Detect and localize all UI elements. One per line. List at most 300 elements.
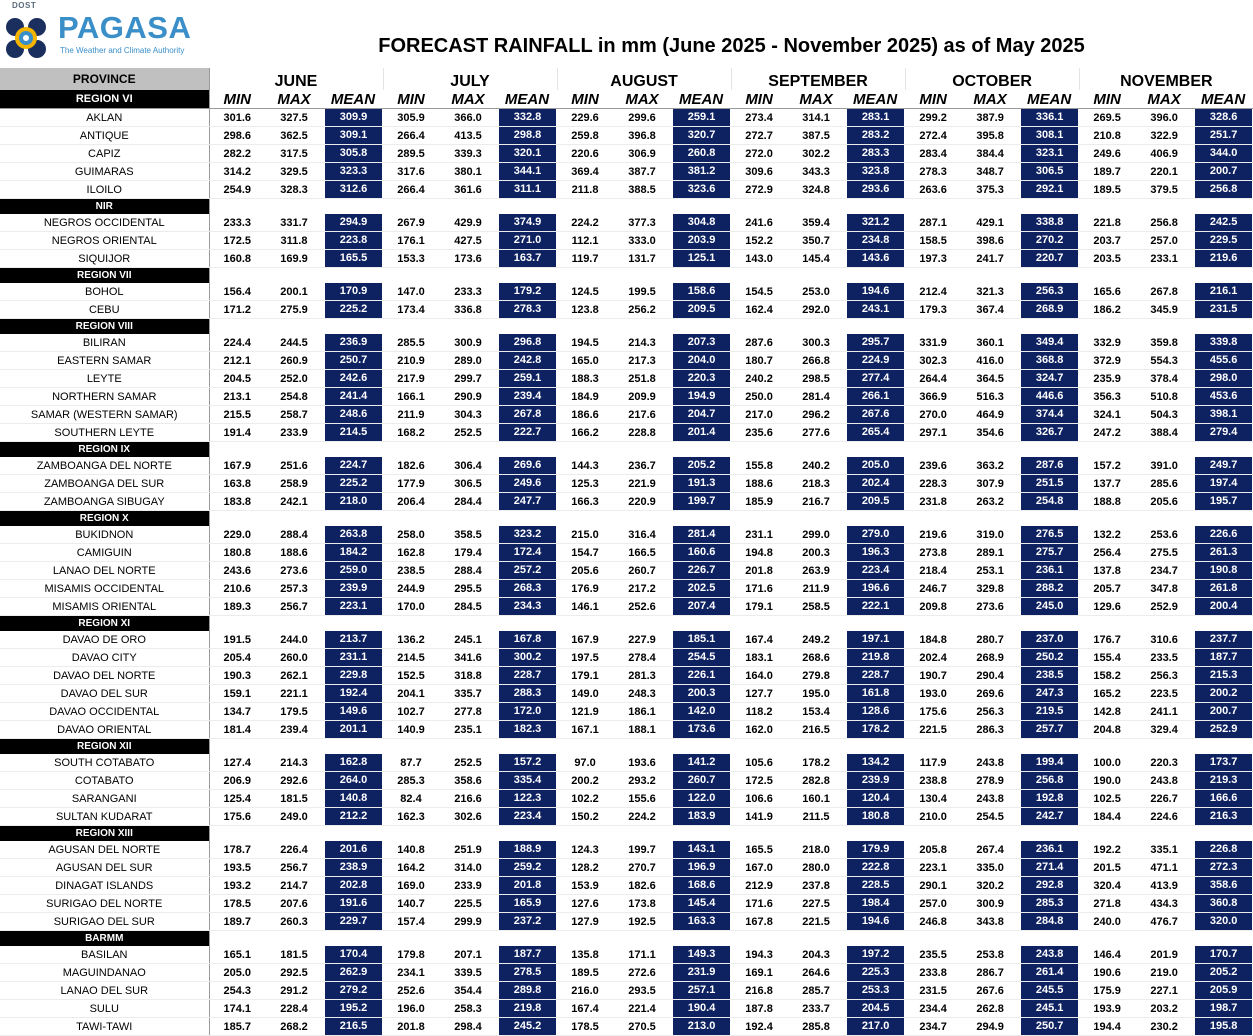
mean-value: 321.2 (847, 214, 904, 231)
max-value: 225.5 (439, 895, 497, 913)
mean-value: 446.6 (1021, 388, 1078, 405)
min-value: 298.6 (209, 127, 265, 145)
mean-cell (671, 859, 731, 877)
max-value: 273.6 (265, 562, 323, 580)
mean-value: 294.9 (325, 214, 382, 231)
min-value: 121.9 (557, 703, 613, 721)
mean-cell (323, 544, 383, 562)
mean-value: 257.2 (499, 562, 556, 579)
min-value: 190.7 (905, 667, 961, 685)
max-value: 284.5 (439, 598, 497, 616)
mean-value: 201.8 (499, 877, 556, 894)
max-value: 252.5 (439, 424, 497, 442)
min-value: 231.8 (905, 493, 961, 511)
min-value: 182.6 (383, 457, 439, 475)
region-row (0, 826, 1253, 842)
min-value: 272.4 (905, 127, 961, 145)
max-value: 253.0 (787, 283, 845, 301)
max-value: 286.3 (961, 721, 1019, 739)
max-value: 268.6 (787, 649, 845, 667)
province-name: SAMAR (WESTERN SAMAR) (0, 406, 209, 424)
min-value: 201.8 (383, 1018, 439, 1036)
mean-value: 149.6 (325, 703, 382, 720)
max-value: 476.7 (1135, 913, 1193, 931)
region-row (0, 268, 1253, 284)
province-name: LEYTE (0, 370, 209, 388)
min-value: 302.3 (905, 352, 961, 370)
table-row (0, 982, 1253, 1000)
max-value: 251.8 (613, 370, 671, 388)
min-value: 192.4 (731, 1018, 787, 1036)
mean-value: 190.4 (673, 1000, 730, 1017)
min-value: 250.0 (731, 388, 787, 406)
max-value: 263.2 (961, 493, 1019, 511)
mean-cell (1193, 181, 1253, 199)
mean-value: 344.0 (1195, 145, 1252, 162)
mean-cell (1193, 946, 1253, 964)
min-value: 252.6 (383, 982, 439, 1000)
table-row (0, 685, 1253, 703)
min-value: 105.6 (731, 754, 787, 772)
min-value: 190.0 (1079, 772, 1135, 790)
max-value: 277.6 (787, 424, 845, 442)
mean-value: 256.8 (1195, 181, 1252, 198)
min-value: 193.5 (209, 859, 265, 877)
mean-cell (323, 214, 383, 232)
mean-value: 229.5 (1195, 232, 1252, 249)
max-value: 268.9 (961, 649, 1019, 667)
region-row-spacer (209, 616, 1253, 632)
mean-cell (1019, 283, 1079, 301)
mean-value: 265.4 (847, 424, 904, 441)
max-value: 282.8 (787, 772, 845, 790)
mean-value: 198.4 (847, 895, 904, 912)
mean-value: 278.3 (499, 301, 556, 318)
mean-value: 311.1 (499, 181, 556, 198)
stat-header-max: MAX (961, 90, 1019, 109)
min-value: 179.1 (557, 667, 613, 685)
mean-value: 263.8 (325, 526, 382, 543)
mean-value: 287.6 (1021, 457, 1078, 474)
max-value: 227.5 (787, 895, 845, 913)
mean-value: 172.4 (499, 544, 556, 561)
mean-cell (497, 544, 557, 562)
min-value: 178.5 (209, 895, 265, 913)
mean-value: 217.0 (847, 1018, 904, 1035)
min-value: 155.8 (731, 457, 787, 475)
max-value: 327.5 (265, 109, 323, 127)
min-value: 97.0 (557, 754, 613, 772)
min-value: 162.8 (383, 544, 439, 562)
min-value: 273.4 (731, 109, 787, 127)
province-name: ZAMBOANGA SIBUGAY (0, 493, 209, 511)
mean-value: 251.5 (1021, 475, 1078, 492)
max-value: 244.5 (265, 334, 323, 352)
max-value: 200.1 (265, 283, 323, 301)
mean-value: 279.0 (847, 526, 904, 543)
mean-cell (1019, 109, 1079, 127)
mean-cell (1193, 250, 1253, 268)
month-header-row (0, 68, 1253, 90)
mean-cell (845, 370, 905, 388)
min-value: 179.3 (905, 301, 961, 319)
mean-value: 260.7 (673, 772, 730, 789)
min-value: 140.8 (383, 841, 439, 859)
max-value: 278.9 (961, 772, 1019, 790)
mean-value: 226.8 (1195, 841, 1252, 858)
max-value: 335.0 (961, 859, 1019, 877)
province-name: SULU (0, 1000, 209, 1018)
mean-value: 161.8 (847, 685, 904, 702)
mean-value: 222.8 (847, 859, 904, 876)
min-value: 178.5 (557, 1018, 613, 1036)
mean-value: 196.3 (847, 544, 904, 561)
table-row (0, 109, 1253, 127)
mean-value: 225.2 (325, 301, 382, 318)
mean-value: 200.7 (1195, 163, 1252, 180)
mean-value: 202.8 (325, 877, 382, 894)
min-value: 314.2 (209, 163, 265, 181)
mean-cell (845, 526, 905, 544)
mean-cell (323, 754, 383, 772)
region-name: REGION VIII (0, 319, 209, 335)
min-value: 193.2 (209, 877, 265, 895)
min-value: 249.6 (1079, 145, 1135, 163)
table-row (0, 475, 1253, 493)
min-value: 189.5 (557, 964, 613, 982)
mean-value: 242.7 (1021, 808, 1078, 825)
mean-cell (671, 301, 731, 319)
min-value: 165.6 (1079, 283, 1135, 301)
mean-value: 215.3 (1195, 667, 1252, 684)
mean-cell (497, 250, 557, 268)
mean-cell (671, 667, 731, 685)
mean-value: 188.9 (499, 841, 556, 858)
mean-cell (1193, 982, 1253, 1000)
max-value: 335.1 (1135, 841, 1193, 859)
table-row (0, 181, 1253, 199)
min-value: 163.8 (209, 475, 265, 493)
mean-cell (1193, 721, 1253, 739)
mean-value: 250.7 (325, 352, 382, 369)
logo-tagline-text: The Weather and Climate Authority (60, 46, 185, 55)
max-value: 145.4 (787, 250, 845, 268)
max-value: 216.5 (787, 721, 845, 739)
province-name: EASTERN SAMAR (0, 352, 209, 370)
max-value: 516.3 (961, 388, 1019, 406)
min-value: 216.0 (557, 982, 613, 1000)
mean-cell (1019, 544, 1079, 562)
region-row (0, 739, 1253, 755)
min-value: 152.5 (383, 667, 439, 685)
mean-cell (1193, 895, 1253, 913)
mean-value: 283.1 (847, 109, 904, 126)
mean-value: 179.9 (847, 841, 904, 858)
mean-cell (845, 790, 905, 808)
max-value: 248.3 (613, 685, 671, 703)
mean-value: 219.3 (1195, 772, 1252, 789)
min-value: 191.5 (209, 631, 265, 649)
mean-cell (845, 703, 905, 721)
max-value: 214.7 (265, 877, 323, 895)
province-name: ZAMBOANGA DEL SUR (0, 475, 209, 493)
mean-cell (497, 913, 557, 931)
min-value: 175.6 (905, 703, 961, 721)
region-name: BARMM (0, 931, 209, 947)
mean-cell (1193, 406, 1253, 424)
max-value: 396.8 (613, 127, 671, 145)
min-value: 210.0 (905, 808, 961, 826)
max-value: 263.9 (787, 562, 845, 580)
stat-header-min: MIN (1079, 90, 1135, 109)
mean-value: 209.5 (847, 493, 904, 510)
mean-cell (845, 1018, 905, 1036)
mean-value: 199.7 (673, 493, 730, 510)
mean-cell (1019, 859, 1079, 877)
max-value: 188.6 (265, 544, 323, 562)
mean-cell (845, 598, 905, 616)
max-value: 322.9 (1135, 127, 1193, 145)
mean-cell (845, 388, 905, 406)
max-value: 243.8 (961, 754, 1019, 772)
min-value: 125.4 (209, 790, 265, 808)
mean-cell (1193, 493, 1253, 511)
max-value: 243.8 (1135, 772, 1193, 790)
min-value: 118.2 (731, 703, 787, 721)
min-value: 167.1 (557, 721, 613, 739)
mean-cell (323, 841, 383, 859)
max-value: 173.8 (613, 895, 671, 913)
max-value: 281.4 (787, 388, 845, 406)
mean-value: 165.5 (325, 250, 382, 267)
mean-value: 209.5 (673, 301, 730, 318)
min-value: 243.6 (209, 562, 265, 580)
region-row-spacer (209, 826, 1253, 842)
page-title: FORECAST RAINFALL in mm (June 2025 - November 2025) as of May 2025 (378, 35, 1085, 57)
mean-value: 271.4 (1021, 859, 1078, 876)
mean-cell (497, 772, 557, 790)
mean-cell (1019, 946, 1079, 964)
mean-cell (323, 145, 383, 163)
mean-value: 145.4 (673, 895, 730, 912)
mean-cell (497, 352, 557, 370)
max-value: 214.3 (613, 334, 671, 352)
max-value: 395.8 (961, 127, 1019, 145)
max-value: 207.6 (265, 895, 323, 913)
table-row (0, 946, 1253, 964)
table-row (0, 250, 1253, 268)
min-value: 267.9 (383, 214, 439, 232)
stat-header-mean: MEAN (497, 90, 557, 109)
mean-cell (845, 667, 905, 685)
min-value: 169.0 (383, 877, 439, 895)
mean-value: 197.1 (847, 631, 904, 648)
min-value: 119.7 (557, 250, 613, 268)
mean-value: 162.8 (325, 754, 382, 771)
mean-cell (497, 301, 557, 319)
min-value: 290.1 (905, 877, 961, 895)
stat-header-mean: MEAN (323, 90, 383, 109)
mean-cell (671, 877, 731, 895)
mean-value: 201.1 (325, 721, 382, 738)
min-value: 160.8 (209, 250, 265, 268)
mean-cell (671, 526, 731, 544)
table-row (0, 895, 1253, 913)
mean-value: 256.3 (1021, 283, 1078, 300)
mean-value: 259.1 (673, 109, 730, 126)
mean-cell (1019, 772, 1079, 790)
min-value: 194.5 (557, 334, 613, 352)
max-value: 299.6 (613, 109, 671, 127)
mean-value: 279.2 (325, 982, 382, 999)
mean-value: 247.3 (1021, 685, 1078, 702)
mean-cell (845, 649, 905, 667)
max-value: 262.1 (265, 667, 323, 685)
mean-value: 300.2 (499, 649, 556, 666)
mean-value: 236.1 (1021, 841, 1078, 858)
max-value: 302.2 (787, 145, 845, 163)
max-value: 388.5 (613, 181, 671, 199)
region-row-spacer (209, 739, 1253, 755)
month-header-september: SEPTEMBER (731, 68, 905, 90)
mean-value: 272.3 (1195, 859, 1252, 876)
mean-cell (323, 181, 383, 199)
mean-value: 149.3 (673, 946, 730, 963)
table-row (0, 334, 1253, 352)
mean-cell (845, 631, 905, 649)
mean-cell (1193, 964, 1253, 982)
mean-cell (323, 457, 383, 475)
mean-value: 249.6 (499, 475, 556, 492)
mean-value: 266.1 (847, 388, 904, 405)
mean-cell (323, 370, 383, 388)
table-row (0, 406, 1253, 424)
mean-cell (845, 475, 905, 493)
max-value: 227.1 (1135, 982, 1193, 1000)
table-row (0, 667, 1253, 685)
max-value: 256.8 (1135, 214, 1193, 232)
min-value: 162.0 (731, 721, 787, 739)
mean-cell (1019, 352, 1079, 370)
mean-value: 237.7 (1195, 631, 1252, 648)
mean-cell (497, 370, 557, 388)
mean-cell (671, 181, 731, 199)
mean-value: 190.8 (1195, 562, 1252, 579)
min-value: 180.7 (731, 352, 787, 370)
max-value: 360.1 (961, 334, 1019, 352)
max-value: 286.7 (961, 964, 1019, 982)
max-value: 217.6 (613, 406, 671, 424)
mean-cell (671, 232, 731, 250)
max-value: 203.2 (1135, 1000, 1193, 1018)
mean-cell (1019, 388, 1079, 406)
mean-cell (497, 1000, 557, 1018)
max-value: 236.7 (613, 457, 671, 475)
table-row (0, 841, 1253, 859)
min-value: 204.8 (1079, 721, 1135, 739)
min-value: 189.7 (1079, 163, 1135, 181)
region-row-spacer (209, 199, 1253, 215)
max-value: 245.1 (439, 631, 497, 649)
max-value: 331.7 (265, 214, 323, 232)
region-name: REGION XI (0, 616, 209, 632)
mean-value: 196.9 (673, 859, 730, 876)
max-value: 299.0 (787, 526, 845, 544)
province-name: CAMIGUIN (0, 544, 209, 562)
min-value: 259.8 (557, 127, 613, 145)
region-name: REGION IX (0, 442, 209, 458)
mean-value: 166.6 (1195, 790, 1252, 807)
min-value: 220.6 (557, 145, 613, 163)
table-row (0, 631, 1253, 649)
province-name: BASILAN (0, 946, 209, 964)
mean-value: 222.1 (847, 598, 904, 615)
mean-value: 237.0 (1021, 631, 1078, 648)
min-value: 203.7 (1079, 232, 1135, 250)
max-value: 343.8 (961, 913, 1019, 931)
min-value: 202.4 (905, 649, 961, 667)
max-value: 304.3 (439, 406, 497, 424)
table-row (0, 424, 1253, 442)
mean-value: 238.5 (1021, 667, 1078, 684)
mean-cell (1193, 232, 1253, 250)
max-value: 387.7 (613, 163, 671, 181)
min-value: 332.9 (1079, 334, 1135, 352)
max-value: 256.3 (1135, 667, 1193, 685)
min-value: 165.0 (557, 352, 613, 370)
min-value: 172.5 (209, 232, 265, 250)
month-header-august: AUGUST (557, 68, 731, 90)
min-value: 204.1 (383, 685, 439, 703)
min-value: 235.6 (731, 424, 787, 442)
min-value: 188.6 (731, 475, 787, 493)
mean-value: 241.4 (325, 388, 382, 405)
table-row (0, 493, 1253, 511)
mean-value: 201.4 (673, 424, 730, 441)
max-value: 243.8 (961, 790, 1019, 808)
mean-cell (323, 685, 383, 703)
mean-value: 223.8 (325, 232, 382, 249)
mean-value: 281.4 (673, 526, 730, 543)
min-value: 181.4 (209, 721, 265, 739)
mean-value: 309.1 (325, 127, 382, 144)
min-value: 140.7 (383, 895, 439, 913)
min-value: 238.8 (905, 772, 961, 790)
min-value: 167.4 (731, 631, 787, 649)
mean-cell (1019, 181, 1079, 199)
min-value: 269.5 (1079, 109, 1135, 127)
max-value: 361.6 (439, 181, 497, 199)
min-value: 132.2 (1079, 526, 1135, 544)
mean-cell (497, 562, 557, 580)
province-name: ANTIQUE (0, 127, 209, 145)
mean-cell (323, 475, 383, 493)
mean-cell (323, 895, 383, 913)
min-value: 209.8 (905, 598, 961, 616)
max-value: 251.6 (265, 457, 323, 475)
mean-cell (671, 493, 731, 511)
min-value: 221.8 (1079, 214, 1135, 232)
min-value: 180.8 (209, 544, 265, 562)
min-value: 87.7 (383, 754, 439, 772)
max-value: 181.5 (265, 790, 323, 808)
mean-cell (671, 598, 731, 616)
min-value: 165.5 (731, 841, 787, 859)
min-value: 192.2 (1079, 841, 1135, 859)
max-value: 267.6 (961, 982, 1019, 1000)
max-value: 366.0 (439, 109, 497, 127)
max-value: 201.9 (1135, 946, 1193, 964)
